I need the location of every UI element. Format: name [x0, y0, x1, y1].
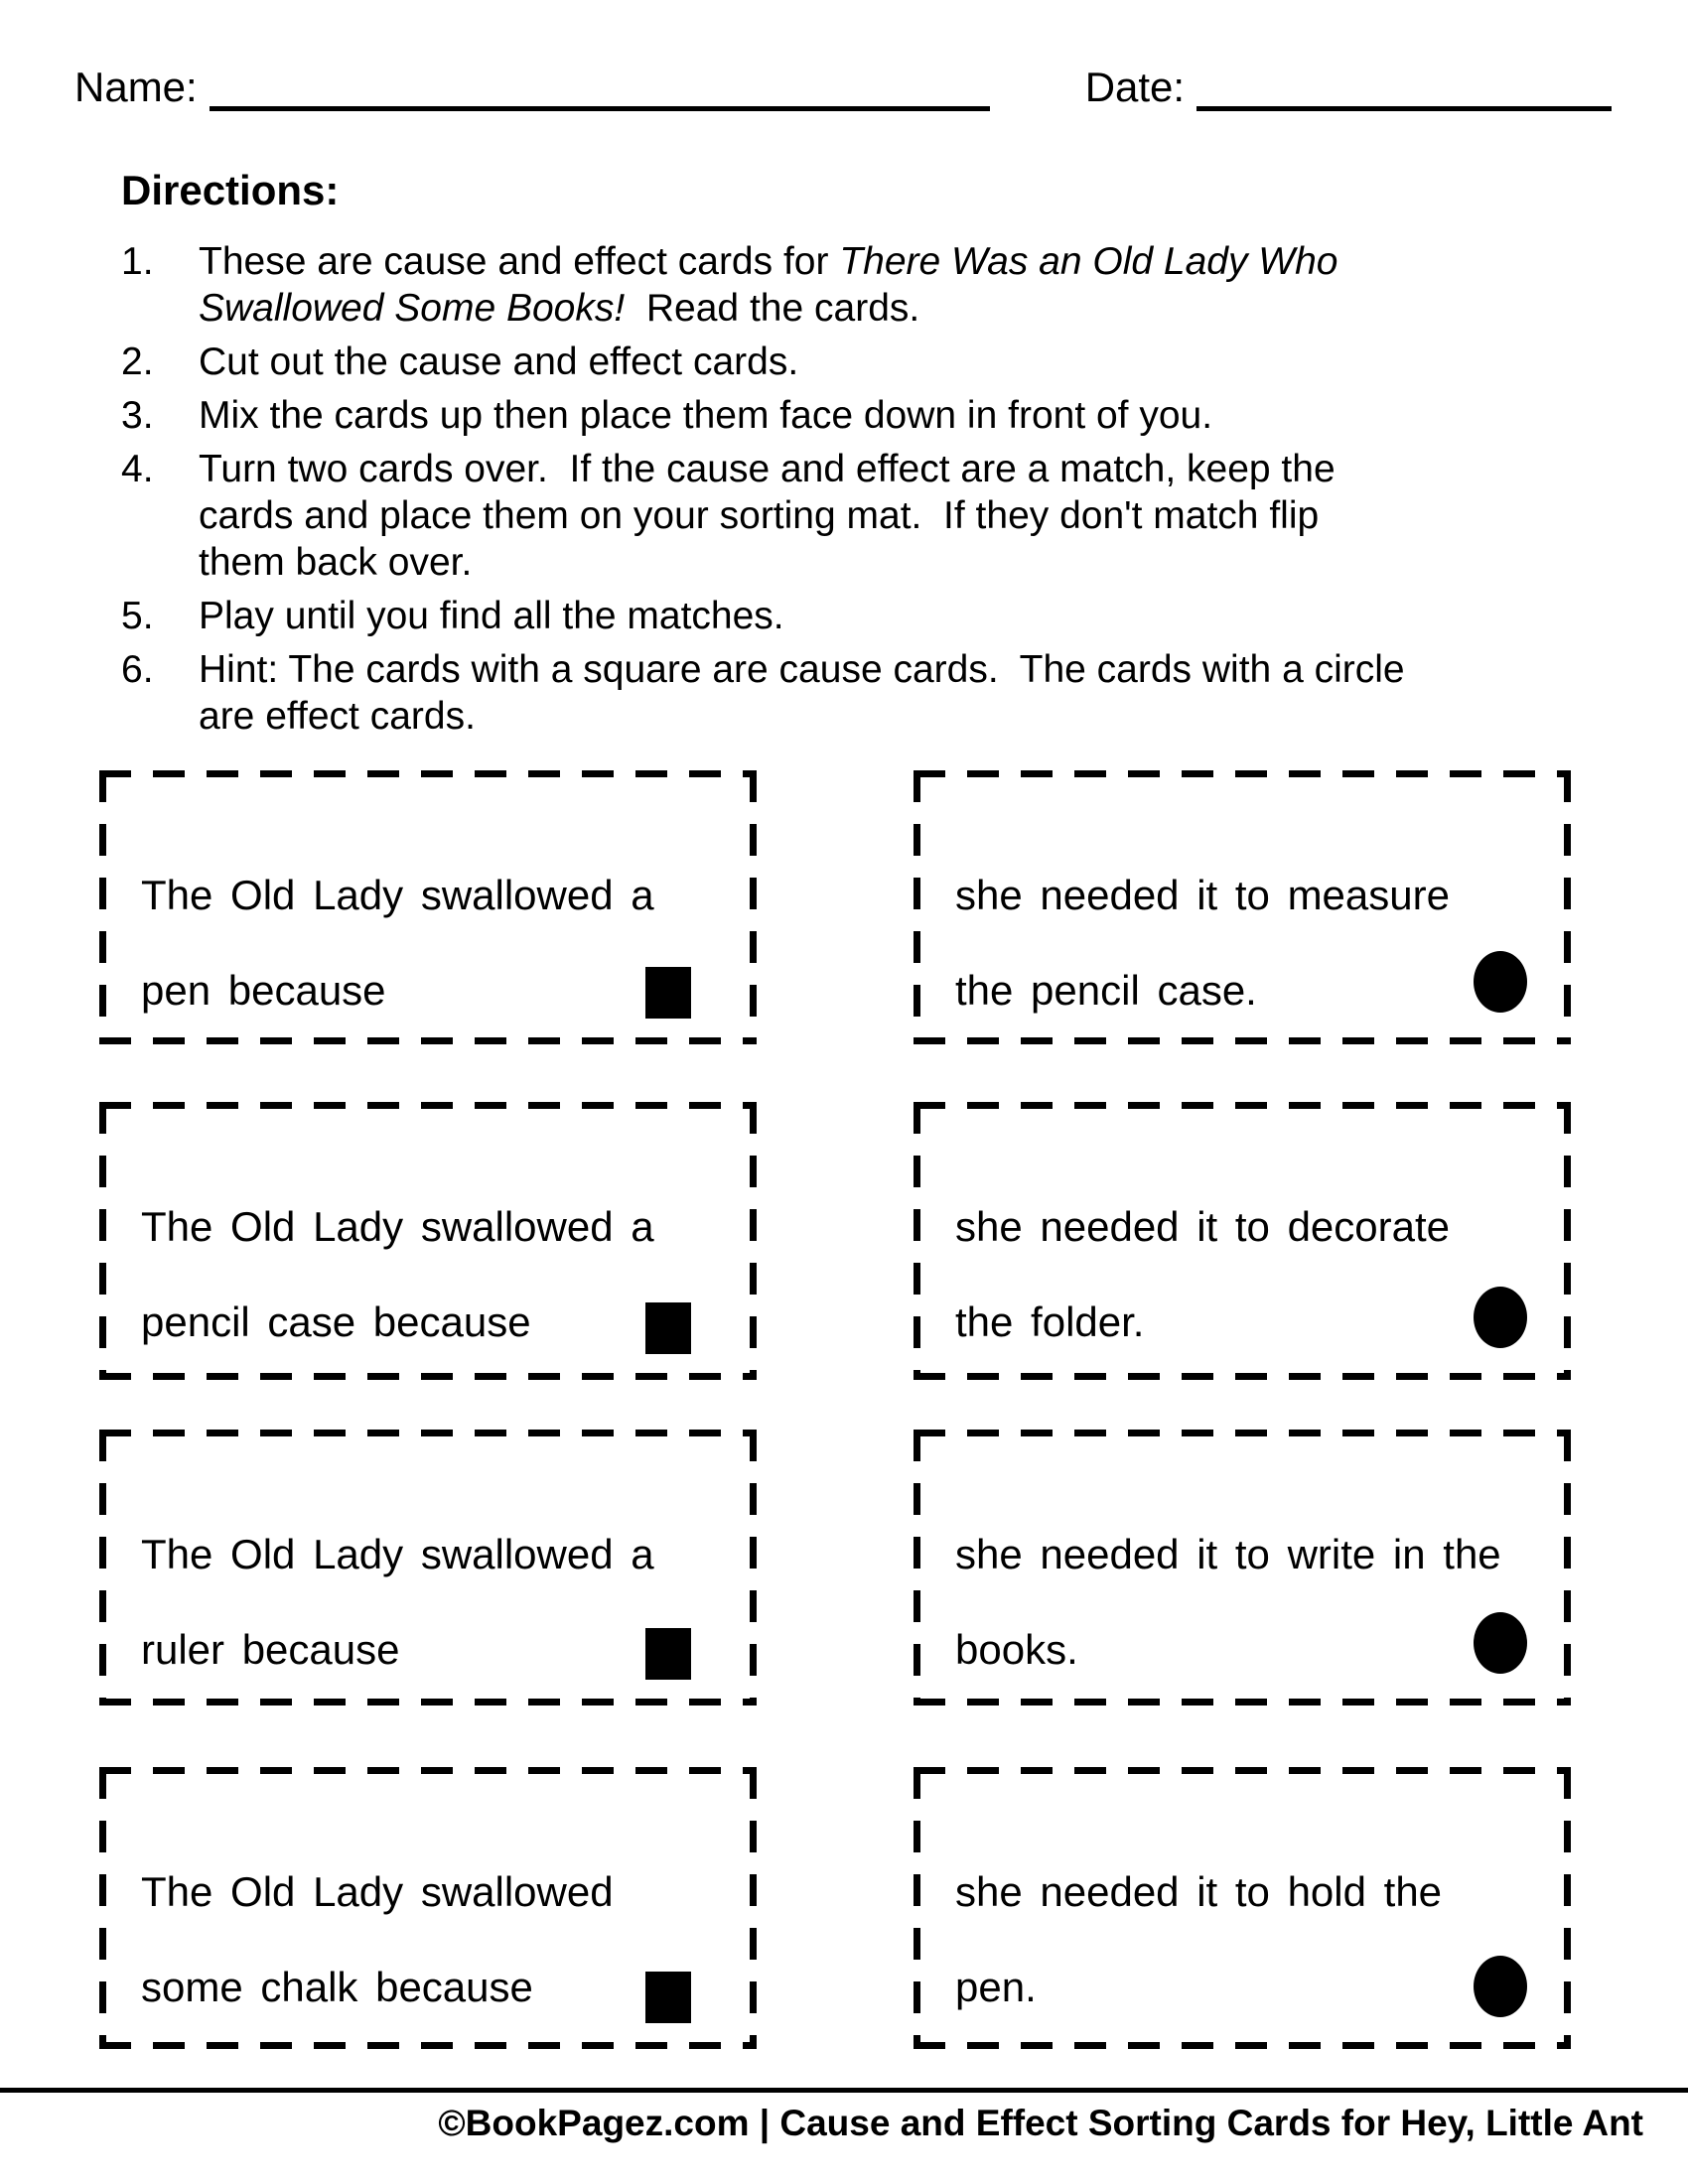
direction-step-1: [121, 238, 1405, 332]
direction-line: [199, 238, 1338, 285]
name-blank-line: [210, 65, 990, 111]
direction-line: Mix the cards up then place them face down in front of you.: [199, 394, 1213, 437]
direction-line: Hint: The cards with a square are cause cards. The cards with a circle: [199, 648, 1405, 691]
card-text-line: the pencil case.: [955, 967, 1257, 1014]
direction-line: Cut out the cause and effect cards.: [199, 341, 799, 383]
direction-line: are effect cards.: [199, 695, 476, 738]
square-icon: [645, 1972, 691, 2023]
date-blank-line: [1196, 65, 1612, 111]
footer-divider: [0, 2088, 1688, 2093]
card-text-line: pen.: [955, 1964, 1037, 2010]
step-number: 3.: [121, 394, 154, 437]
card-text-line: ruler because: [141, 1626, 400, 1673]
circle-icon: [1474, 1956, 1527, 2017]
date-label: Date:: [1084, 64, 1186, 110]
card-text-line: she needed it to hold the: [955, 1868, 1443, 1915]
effect-card-3: [914, 1430, 1571, 1706]
footer-credit: ©BookPagez.com | Cause and Effect Sorting Cards for Hey, Little Ant: [438, 2103, 1643, 2143]
step-text: [199, 392, 1212, 439]
card-text: [914, 770, 1571, 1038]
direction-step-5: [121, 593, 1405, 639]
effect-card-4: [914, 1767, 1571, 2049]
card-text-line: The Old Lady swallowed a: [141, 872, 654, 918]
step-number: 2.: [121, 341, 154, 383]
square-icon: [645, 1628, 691, 1680]
card-text: [914, 1430, 1571, 1698]
card-text-line: pencil case because: [141, 1298, 531, 1345]
directions-list: [121, 238, 1405, 747]
direction-line: cards and place them on your sorting mat. If they don't match flip: [199, 494, 1320, 537]
card-text-line: the folder.: [955, 1298, 1145, 1345]
effect-card-2: [914, 1102, 1571, 1380]
cause-card-3: [99, 1430, 757, 1706]
step-number: 1.: [121, 240, 154, 283]
cause-card-4: [99, 1767, 757, 2049]
step-text: [199, 446, 1336, 586]
card-text-line: some chalk because: [141, 1964, 533, 2010]
step-number: 6.: [121, 648, 154, 691]
card-text-line: The Old Lady swallowed a: [141, 1203, 654, 1250]
card-text-line: The Old Lady swallowed a: [141, 1531, 654, 1577]
direction-line: Play until you find all the matches.: [199, 595, 784, 637]
circle-icon: [1474, 951, 1527, 1013]
circle-icon: [1474, 1612, 1527, 1674]
step-text: [199, 339, 798, 385]
step-text-regular: These are cause and effect cards for: [199, 240, 840, 283]
direction-line: them back over.: [199, 541, 473, 584]
book-title-italic: There Was an Old Lady Who: [839, 240, 1338, 283]
direction-step-3: [121, 392, 1405, 439]
step-text: [199, 646, 1405, 740]
direction-step-6: [121, 646, 1405, 740]
book-title-italic: Swallowed Some Books!: [199, 287, 626, 330]
circle-icon: [1474, 1287, 1527, 1348]
card-text-line: books.: [955, 1626, 1078, 1673]
card-text: [914, 1102, 1571, 1370]
card-text-line: she needed it to write in the: [955, 1531, 1501, 1577]
step-text-regular: Read the cards.: [625, 287, 920, 330]
step-number: 4.: [121, 448, 154, 490]
name-label: Name:: [74, 64, 198, 110]
header-row: [74, 64, 1623, 111]
card-text-line: The Old Lady swallowed: [141, 1868, 614, 1915]
direction-line: [199, 285, 1338, 332]
square-icon: [645, 967, 691, 1019]
cause-card-2: [99, 1102, 757, 1380]
effect-card-1: [914, 770, 1571, 1044]
direction-line: Turn two cards over. If the cause and effect are a match, keep the: [199, 448, 1336, 490]
step-text: [199, 593, 784, 639]
step-number: 5.: [121, 595, 154, 637]
direction-step-4: [121, 446, 1405, 586]
card-text-line: pen because: [141, 967, 386, 1014]
card-text-line: she needed it to decorate: [955, 1203, 1451, 1250]
cause-card-1: [99, 770, 757, 1044]
step-text: [199, 238, 1338, 332]
card-text-line: she needed it to measure: [955, 872, 1450, 918]
square-icon: [645, 1302, 691, 1354]
card-text: [914, 1767, 1571, 2035]
directions-title: Directions:: [121, 167, 340, 213]
direction-step-2: [121, 339, 1405, 385]
